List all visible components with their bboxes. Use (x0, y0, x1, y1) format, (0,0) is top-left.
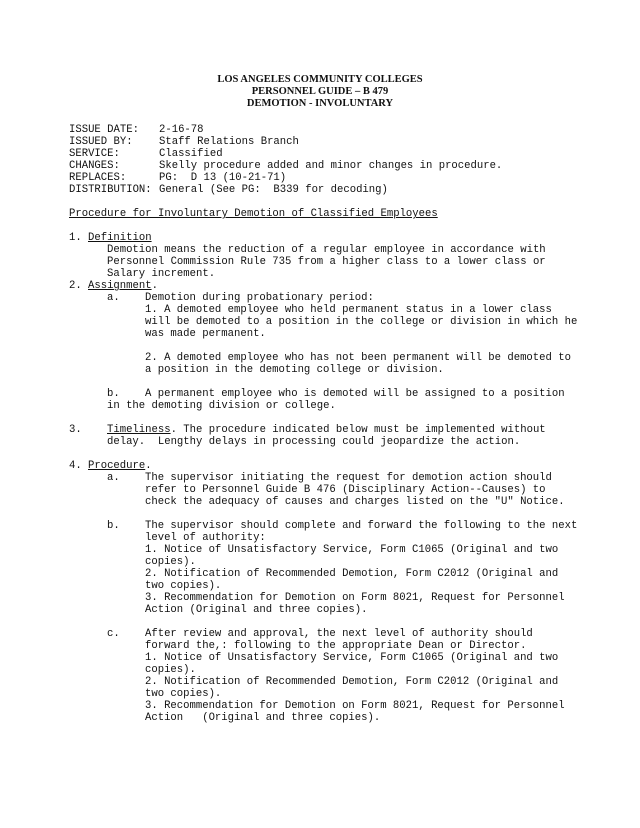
s2-a2-line-2: a position in the demoting college or division. (145, 364, 444, 376)
s4-b-line-8: Action (Original and three copies). (145, 604, 368, 616)
s3-line-2: delay. Lengthy delays in processing could jeopardize the action. (107, 436, 521, 448)
s1-number: 1. (69, 232, 82, 244)
service-value: Classified (159, 148, 223, 160)
issued-by-value: Staff Relations Branch (159, 136, 299, 148)
s1-line-2: Personnel Commission Rule 735 from a higher class to a lower class or (107, 256, 546, 268)
changes-label: CHANGES: (69, 160, 120, 172)
s2-b-line-2: in the demoting division or college. (107, 400, 336, 412)
s2-a1-line-1: 1. A demoted employee who held permanent status in a lower class (145, 304, 552, 316)
issue-date-label: ISSUE DATE: (69, 124, 139, 136)
s2-heading: Assignment (88, 280, 152, 292)
s4-b-line-5: 2. Notification of Recommended Demotion, Form C2012 (Original and (145, 568, 559, 580)
s2-b-line-1: A permanent employee who is demoted will be assigned to a position (145, 388, 565, 400)
s1-heading: Definition (88, 232, 152, 244)
s4-b-line-6: two copies). (145, 580, 222, 592)
s4-c-line-7: 3. Recommendation for Demotion on Form 8021, Request for Personnel (145, 700, 565, 712)
s1-line-3: Salary increment. (107, 268, 216, 280)
replaces-label: REPLACES: (69, 172, 127, 184)
s3-heading: Timeliness (107, 424, 171, 436)
s4-b-line-7: 3. Recommendation for Demotion on Form 8021, Request for Personnel (145, 592, 565, 604)
s3-line-1-rest: . The procedure indicated below must be implemented without (170, 424, 546, 436)
s2-heading-dot: . (151, 280, 158, 292)
issued-by-label: ISSUED BY: (69, 136, 133, 148)
s2-heading-line (88, 280, 158, 292)
s4-c-line-6: two copies). (145, 688, 222, 700)
s2-number: 2. (69, 280, 82, 292)
s4-number: 4. (69, 460, 82, 472)
s4-b-line-4: copies). (145, 556, 196, 568)
s4-a-line-2: refer to Personnel Guide B 476 (Disciplinary Action--Causes) to (145, 484, 546, 496)
section-title: Procedure for Involuntary Demotion of Classified Employees (69, 208, 438, 220)
s4-b-label: b. (107, 520, 120, 532)
s2-b-label: b. (107, 388, 120, 400)
s4-heading-line (88, 460, 152, 472)
s4-a-label: a. (107, 472, 120, 484)
s4-c-line-1: After review and approval, the next level of authority should (145, 628, 533, 640)
s4-heading-dot: . (145, 460, 152, 472)
s4-c-line-4: copies). (145, 664, 196, 676)
s2-a1-line-2: will be demoted to a position in the college or division in which he (145, 316, 578, 328)
replaces-value: PG: D 13 (10-21-71) (159, 172, 287, 184)
s4-a-line-1: The supervisor initiating the request for demotion action should (145, 472, 552, 484)
s1-line-1: Demotion means the reduction of a regular employee in accordance with (107, 244, 546, 256)
s4-c-line-2: forward the,: following to the appropriate Dean or Director. (145, 640, 527, 652)
s3-number: 3. (69, 424, 82, 436)
s4-c-line-5: 2. Notification of Recommended Demotion, Form C2012 (Original and (145, 676, 559, 688)
s4-b-line-3: 1. Notice of Unsatisfactory Service, Form C1065 (Original and two (145, 544, 559, 556)
changes-value: Skelly procedure added and minor changes in procedure. (159, 160, 503, 172)
distribution-label: DISTRIBUTION: (69, 184, 152, 196)
s4-c-label: c. (107, 628, 120, 640)
distribution-value: General (See PG: B339 for decoding) (159, 184, 388, 196)
s2-a-title: Demotion during probationary period: (145, 292, 374, 304)
s4-a-line-3: check the adequacy of causes and charges listed on the "U" Notice. (145, 496, 565, 508)
s4-c-line-3: 1. Notice of Unsatisfactory Service, Form C1065 (Original and two (145, 652, 559, 664)
s4-c-line-8: Action (Original and three copies). (145, 712, 381, 724)
s4-b-line-2: level of authority: (145, 532, 266, 544)
s4-heading: Procedure (88, 460, 146, 472)
service-label: SERVICE: (69, 148, 120, 160)
issue-date-value: 2-16-78 (159, 124, 204, 136)
header-guide: PERSONNEL GUIDE – B 479 (251, 86, 389, 97)
s4-b-line-1: The supervisor should complete and forward the following to the next (145, 520, 578, 532)
s3-line-1 (107, 424, 546, 436)
header-org: LOS ANGELES COMMUNITY COLLEGES (217, 74, 423, 85)
s2-a-label: a. (107, 292, 120, 304)
header-title: DEMOTION - INVOLUNTARY (246, 98, 394, 109)
s2-a1-line-3: was made permanent. (145, 328, 266, 340)
s2-a2-line-1: 2. A demoted employee who has not been permanent will be demoted to (145, 352, 571, 364)
